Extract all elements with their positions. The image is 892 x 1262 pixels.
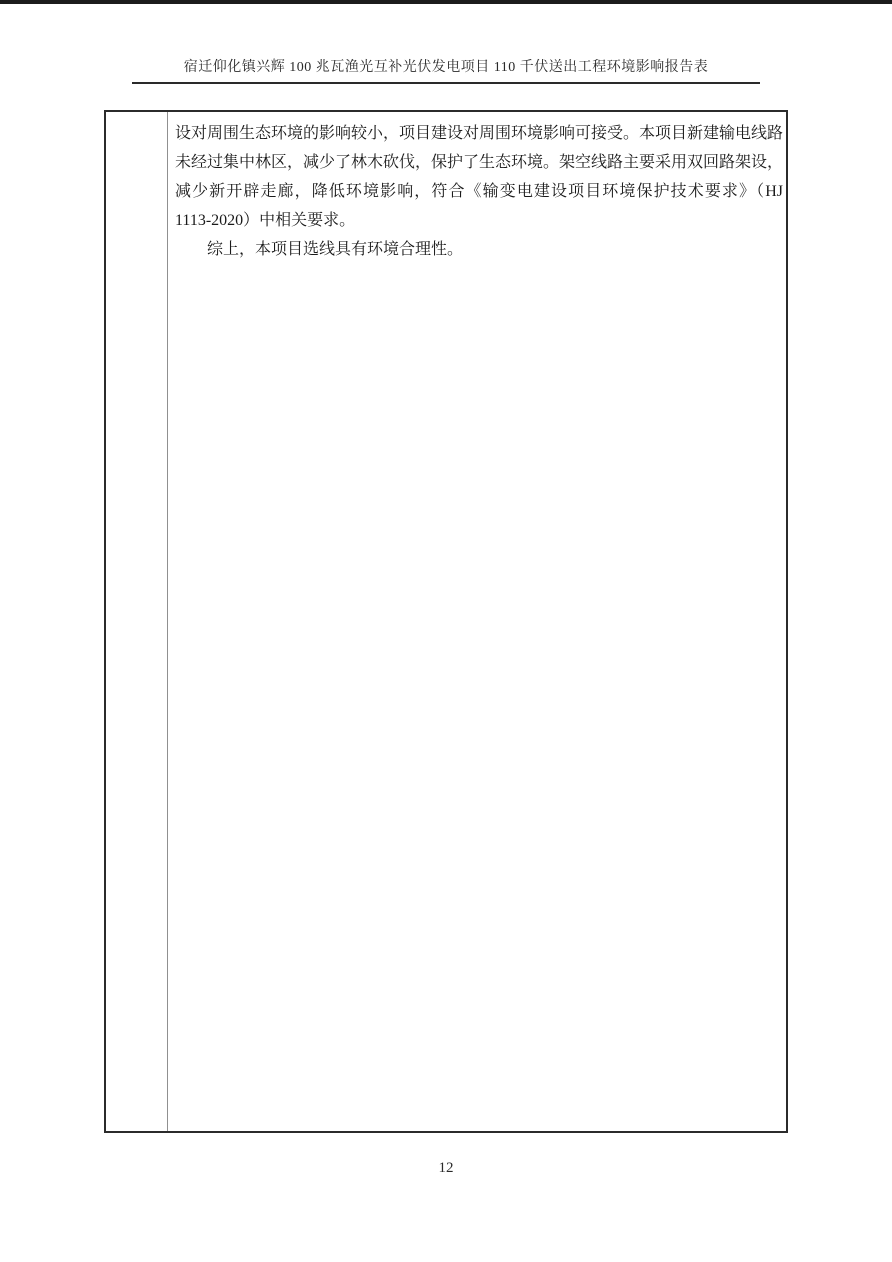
document-header-title: 宿迁仰化镇兴辉 100 兆瓦渔光互补光伏发电项目 110 千伏送出工程环境影响报告表: [183, 60, 709, 75]
table-content-cell: [168, 112, 786, 1131]
page-number: 12: [438, 1160, 454, 1176]
report-table: [104, 110, 788, 1133]
table-row-label-cell: [106, 112, 168, 1131]
header-rule: [132, 82, 760, 84]
body-paragraph-conclusion: 综上，本项目选线具有环境合理性。: [207, 241, 464, 258]
body-paragraph-continued: 设对周围生态环境的影响较小，项目建设对周围环境影响可接受。本项目新建输电线路未经过集中林区，减少了林木砍伐，保护了生态环境。架空线路主要采用双回路架设，减少新开辟走廊，降低环境影响，符合《输变电建设项目环境保护技术要求》（HJ 1113-2020）中相关要求。: [175, 125, 784, 229]
scan-artifact-bar: [0, 0, 892, 4]
